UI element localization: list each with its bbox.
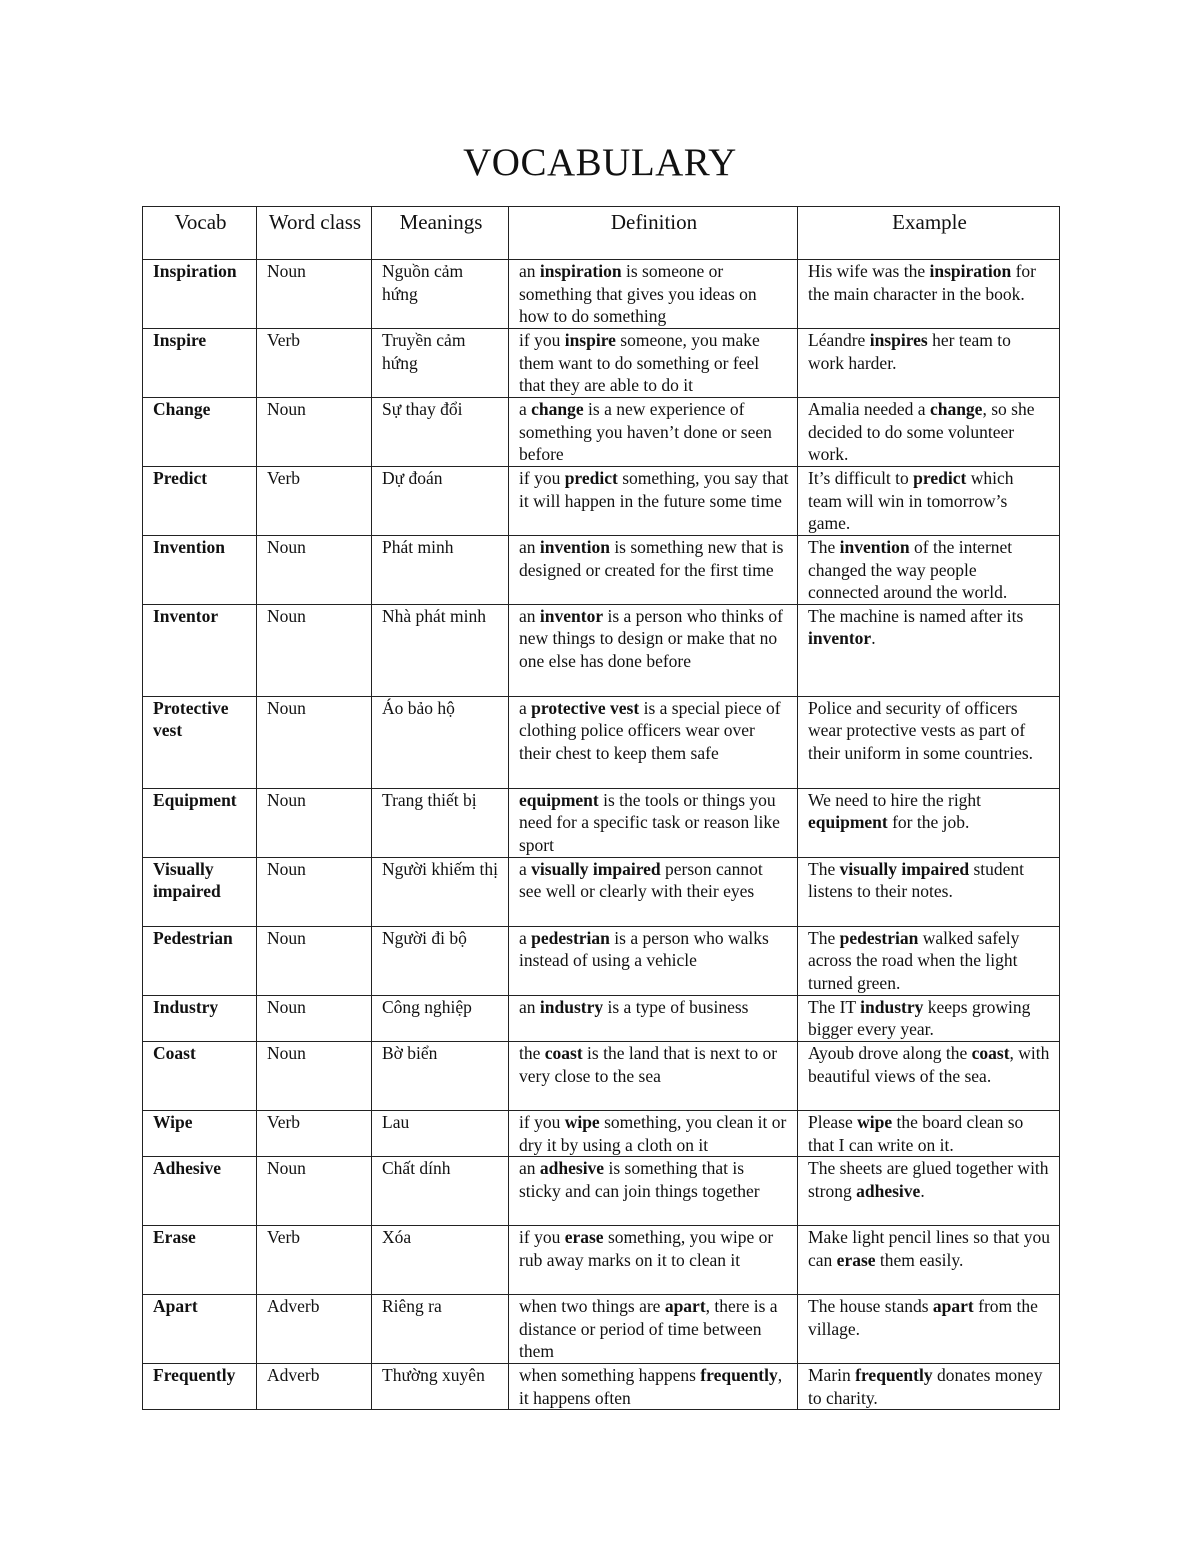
vocab-word: Apart bbox=[143, 1295, 257, 1364]
word-class: Noun bbox=[257, 857, 372, 926]
example: The invention of the internet changed the way people connected around the world. bbox=[798, 536, 1060, 605]
definition: an invention is something new that is designed or created for the first time bbox=[509, 536, 798, 605]
example: Make light pencil lines so that you can erase them easily. bbox=[798, 1226, 1060, 1295]
bold-term: industry bbox=[860, 996, 924, 1017]
column-header-example: Example bbox=[798, 207, 1060, 260]
bold-term: visually impaired bbox=[531, 858, 661, 879]
table-row bbox=[143, 926, 1060, 995]
vocab-word: Wipe bbox=[143, 1110, 257, 1156]
example: It’s difficult to predict which team will win in tomorrow’s game. bbox=[798, 467, 1060, 536]
bold-term: change bbox=[531, 399, 584, 419]
bold-term: industry bbox=[539, 996, 604, 1017]
definition: if you inspire someone, you make them want to do something or feel that they are able to do it bbox=[509, 329, 798, 398]
table-row bbox=[143, 696, 1060, 788]
vocab-word: Protective vest bbox=[143, 696, 257, 788]
vocab-word: Pedestrian bbox=[143, 926, 257, 995]
bold-term: adhesive bbox=[856, 1180, 921, 1201]
table-row bbox=[143, 1110, 1060, 1156]
vocab-word: Coast bbox=[143, 1041, 257, 1110]
vocabulary-table bbox=[142, 206, 1060, 1410]
bold-term: apart bbox=[932, 1296, 974, 1317]
table-row bbox=[143, 1157, 1060, 1226]
bold-term: wipe bbox=[564, 1111, 600, 1132]
example: The sheets are glued together with strong adhesive. bbox=[798, 1157, 1060, 1226]
word-class: Adverb bbox=[257, 1295, 372, 1364]
table-row bbox=[143, 398, 1060, 467]
table-row bbox=[143, 1295, 1060, 1364]
bold-term: inventor bbox=[808, 628, 872, 649]
bold-term: coast bbox=[544, 1042, 583, 1063]
bold-term: change bbox=[929, 399, 983, 419]
word-class: Verb bbox=[257, 1226, 372, 1295]
example: The IT industry keeps growing bigger every year. bbox=[798, 995, 1060, 1041]
vocab-word: Equipment bbox=[143, 788, 257, 857]
bold-term: inspire bbox=[564, 330, 616, 350]
meaning: Thường xuyên bbox=[372, 1363, 509, 1409]
table-row bbox=[143, 329, 1060, 398]
table-row bbox=[143, 467, 1060, 536]
example: The pedestrian walked safely across the road when the light turned green. bbox=[798, 926, 1060, 995]
bold-term: visually impaired bbox=[839, 858, 970, 879]
bold-term: predict bbox=[913, 468, 967, 488]
word-class: Noun bbox=[257, 260, 372, 329]
table-header-row bbox=[143, 207, 1060, 260]
definition: when something happens frequently, it happens often bbox=[509, 1363, 798, 1409]
meaning: Xóa bbox=[372, 1226, 509, 1295]
vocab-word: Inspire bbox=[143, 329, 257, 398]
vocab-word: Inventor bbox=[143, 604, 257, 696]
vocab-word: Industry bbox=[143, 995, 257, 1041]
example: We need to hire the right equipment for the job. bbox=[798, 788, 1060, 857]
word-class: Verb bbox=[257, 329, 372, 398]
table-row bbox=[143, 536, 1060, 605]
vocab-word: Change bbox=[143, 398, 257, 467]
bold-term: erase bbox=[564, 1227, 604, 1248]
meaning: Người khiếm thị bbox=[372, 857, 509, 926]
bold-term: apart bbox=[664, 1296, 706, 1317]
table-row bbox=[143, 995, 1060, 1041]
meaning: Nguồn cảm hứng bbox=[372, 260, 509, 329]
bold-term: equipment bbox=[519, 789, 599, 810]
bold-term: equipment bbox=[808, 812, 888, 833]
word-class: Noun bbox=[257, 1041, 372, 1110]
definition: an inventor is a person who thinks of new things to design or make that no one else has done before bbox=[509, 604, 798, 696]
word-class: Noun bbox=[257, 1157, 372, 1226]
meaning: Nhà phát minh bbox=[372, 604, 509, 696]
example: Police and security of officers wear protective vests as part of their uniform in some countries. bbox=[798, 696, 1060, 788]
bold-term: inspires bbox=[869, 330, 928, 350]
page-title: VOCABULARY bbox=[463, 141, 737, 184]
bold-term: invention bbox=[839, 537, 910, 557]
bold-term: wipe bbox=[857, 1111, 893, 1132]
bold-term: protective vest bbox=[531, 697, 640, 718]
word-class: Noun bbox=[257, 926, 372, 995]
word-class: Noun bbox=[257, 788, 372, 857]
definition: the coast is the land that is next to or very close to the sea bbox=[509, 1041, 798, 1110]
bold-term: inspiration bbox=[539, 261, 622, 281]
definition: equipment is the tools or things you need for a specific task or reason like sport bbox=[509, 788, 798, 857]
definition: a pedestrian is a person who walks instead of using a vehicle bbox=[509, 926, 798, 995]
bold-term: inventor bbox=[539, 605, 604, 626]
bold-term: pedestrian bbox=[839, 927, 919, 948]
example: The machine is named after its inventor. bbox=[798, 604, 1060, 696]
definition: an inspiration is someone or something that gives you ideas on how to do something bbox=[509, 260, 798, 329]
column-header-word-class: Word class bbox=[257, 207, 372, 260]
definition: a protective vest is a special piece of clothing police officers wear over their chest to keep them safe bbox=[509, 696, 798, 788]
column-header-definition: Definition bbox=[509, 207, 798, 260]
bold-term: predict bbox=[564, 468, 618, 488]
example: Léandre inspires her team to work harder. bbox=[798, 329, 1060, 398]
bold-term: adhesive bbox=[539, 1158, 605, 1179]
meaning: Áo bảo hộ bbox=[372, 696, 509, 788]
definition: a change is a new experience of something you haven’t done or seen before bbox=[509, 398, 798, 467]
vocab-word: Invention bbox=[143, 536, 257, 605]
word-class: Verb bbox=[257, 467, 372, 536]
vocab-word: Adhesive bbox=[143, 1157, 257, 1226]
vocab-word: Visually impaired bbox=[143, 857, 257, 926]
column-header-meanings: Meanings bbox=[372, 207, 509, 260]
bold-term: frequently bbox=[855, 1364, 933, 1385]
definition: if you predict something, you say that it will happen in the future some time bbox=[509, 467, 798, 536]
table-row bbox=[143, 857, 1060, 926]
meaning: Truyền cảm hứng bbox=[372, 329, 509, 398]
word-class: Noun bbox=[257, 696, 372, 788]
example: The house stands apart from the village. bbox=[798, 1295, 1060, 1364]
meaning: Phát minh bbox=[372, 536, 509, 605]
bold-term: invention bbox=[539, 537, 610, 557]
definition: a visually impaired person cannot see well or clearly with their eyes bbox=[509, 857, 798, 926]
table-row bbox=[143, 1226, 1060, 1295]
vocab-word: Inspiration bbox=[143, 260, 257, 329]
bold-term: inspiration bbox=[929, 261, 1012, 281]
table-row bbox=[143, 260, 1060, 329]
bold-term: coast bbox=[971, 1042, 1010, 1063]
meaning: Riêng ra bbox=[372, 1295, 509, 1364]
bold-term: frequently bbox=[700, 1364, 778, 1385]
example: Please wipe the board clean so that I can write on it. bbox=[798, 1110, 1060, 1156]
word-class: Verb bbox=[257, 1110, 372, 1156]
definition: an industry is a type of business bbox=[509, 995, 798, 1041]
example: Amalia needed a change, so she decided to do some volunteer work. bbox=[798, 398, 1060, 467]
column-header-vocab: Vocab bbox=[143, 207, 257, 260]
meaning: Lau bbox=[372, 1110, 509, 1156]
meaning: Dự đoán bbox=[372, 467, 509, 536]
table-row bbox=[143, 1363, 1060, 1409]
definition: if you wipe something, you clean it or dry it by using a cloth on it bbox=[509, 1110, 798, 1156]
example: Marin frequently donates money to charity. bbox=[798, 1363, 1060, 1409]
definition: when two things are apart, there is a distance or period of time between them bbox=[509, 1295, 798, 1364]
meaning: Chất dính bbox=[372, 1157, 509, 1226]
vocab-word: Predict bbox=[143, 467, 257, 536]
word-class: Noun bbox=[257, 995, 372, 1041]
word-class: Adverb bbox=[257, 1363, 372, 1409]
bold-term: pedestrian bbox=[531, 927, 610, 948]
example: Ayoub drove along the coast, with beautiful views of the sea. bbox=[798, 1041, 1060, 1110]
definition: if you erase something, you wipe or rub away marks on it to clean it bbox=[509, 1226, 798, 1295]
word-class: Noun bbox=[257, 536, 372, 605]
table-row bbox=[143, 1041, 1060, 1110]
word-class: Noun bbox=[257, 398, 372, 467]
meaning: Người đi bộ bbox=[372, 926, 509, 995]
meaning: Công nghiệp bbox=[372, 995, 509, 1041]
vocab-word: Frequently bbox=[143, 1363, 257, 1409]
definition: an adhesive is something that is sticky and can join things together bbox=[509, 1157, 798, 1226]
meaning: Trang thiết bị bbox=[372, 788, 509, 857]
vocab-word: Erase bbox=[143, 1226, 257, 1295]
example: His wife was the inspiration for the main character in the book. bbox=[798, 260, 1060, 329]
example: The visually impaired student listens to their notes. bbox=[798, 857, 1060, 926]
table-body bbox=[143, 260, 1060, 1410]
word-class: Noun bbox=[257, 604, 372, 696]
bold-term: erase bbox=[836, 1249, 876, 1270]
table-row bbox=[143, 604, 1060, 696]
meaning: Sự thay đổi bbox=[372, 398, 509, 467]
table-row bbox=[143, 788, 1060, 857]
meaning: Bờ biển bbox=[372, 1041, 509, 1110]
